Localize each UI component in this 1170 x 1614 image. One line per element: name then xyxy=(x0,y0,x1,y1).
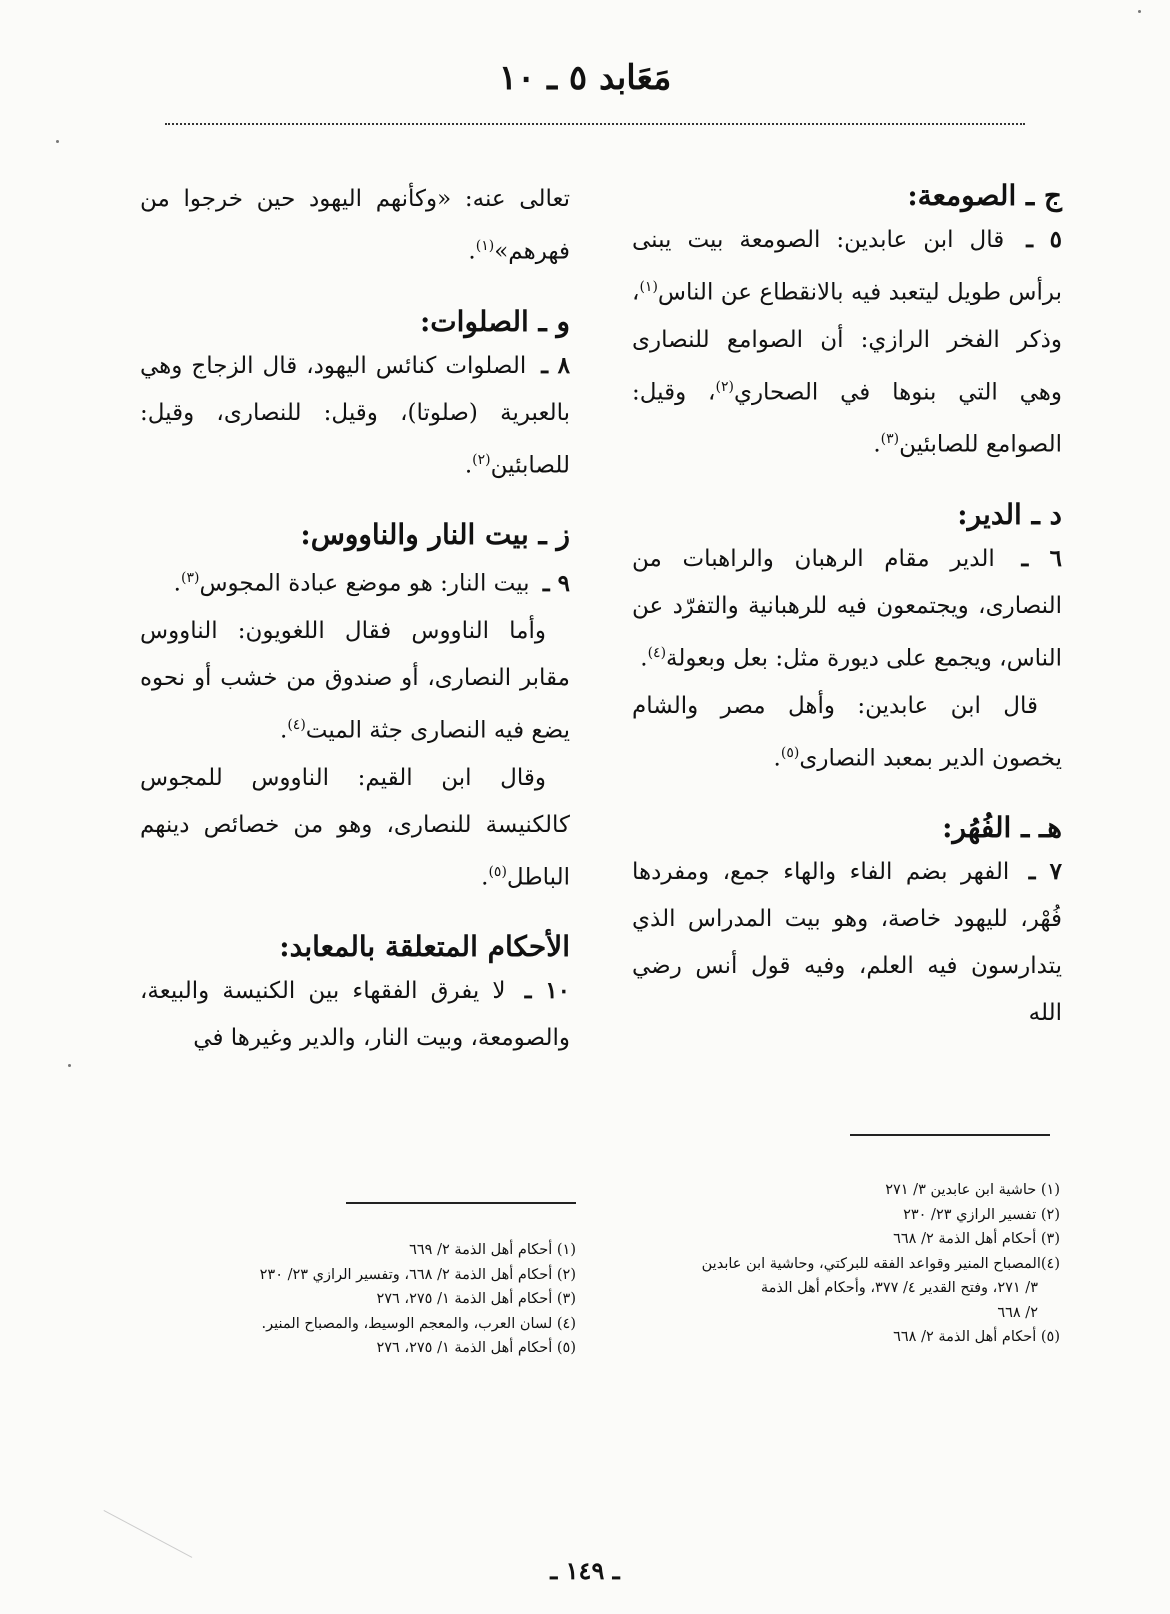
paragraph-text: قال ابن عابدين: الصومعة بيت يبنى برأس طويل ليتعبد فيه بالانقطاع عن الناس xyxy=(632,227,1062,306)
paragraph-8 xyxy=(140,342,570,490)
footnote-ref: (٣) xyxy=(880,431,900,448)
footnote-ref: (٢) xyxy=(715,378,734,395)
paragraph-end: . xyxy=(173,570,181,597)
footnote-continued: ٣/ ٢٧١، وفتح القدير ٤/ ٣٧٧، وأحكام أهل الذمة xyxy=(760,1280,1038,1296)
paragraph-text: لا يفرق الفقهاء بين الكنيسة والبيعة، والصومعة، وبيت النار، والدير وغيرها في xyxy=(140,978,570,1052)
paragraph-end: . xyxy=(464,452,473,479)
paragraph-text: وأما الناووس فقال اللغويون: الناووس مقابر النصارى، أو صندوق من خشب أو نحوه يضع فيه النصارى جثة الميت xyxy=(140,617,570,744)
footnotes-left xyxy=(140,1238,576,1361)
footnote: (٤) لسان العرب، والمعجم الوسيط، والمصباح المنير. xyxy=(261,1315,576,1332)
section-heading: ج ـ الصومعة: xyxy=(907,179,1062,212)
footnote-ref: (١) xyxy=(639,279,658,295)
paragraph-text: بيت النار: هو موضع عبادة المجوس xyxy=(199,570,530,597)
paragraph-7-continued xyxy=(140,176,570,276)
footnote-rule-left xyxy=(346,1202,576,1204)
paragraph-text: الصلوات كنائس اليهود، قال الزجاج وهي بالعبرية (صلوتا)، وقيل: للنصارى، وقيل: للصابئين xyxy=(140,352,570,479)
paragraph-text: الدير مقام الرهبان والراهبات من النصارى، ويجتمعون فيه للرهبانية والتفرّد عن الناس، ويجمع على ديورة مثل: بعل وبعولة xyxy=(632,545,1062,672)
paragraph-number: ١٠ ـ xyxy=(524,977,571,1005)
footnote-rule-right xyxy=(850,1134,1050,1136)
footnote-ref: (٤) xyxy=(647,644,667,661)
footnote: (١) أحكام أهل الذمة ٢/ ٦٦٩ xyxy=(409,1242,576,1258)
paragraph-text: تعالى عنه: «وكأنهم اليهود حين خرجوا من فهرهم» xyxy=(140,186,570,265)
paragraph-text: قال ابن عابدين: وأهل مصر والشام يخصون الدير بمعبد النصارى xyxy=(632,692,1062,772)
scan-speck xyxy=(1138,10,1141,13)
paragraph-9c xyxy=(140,755,570,902)
footnote: (٥) أحكام أهل الذمة ١/ ٢٧٥، ٢٧٦ xyxy=(376,1340,576,1356)
paragraph-9b xyxy=(140,608,570,755)
footnote-ref: (٤) xyxy=(287,716,306,733)
paragraph-9 xyxy=(140,555,570,608)
right-column xyxy=(632,176,1062,1037)
paragraph-end: . xyxy=(873,431,881,458)
footnote: (٤)المصباح المنير وقواعد الفقه للبركتي، وحاشية ابن عابدين xyxy=(701,1255,1060,1272)
footnote: (٢) أحكام أهل الذمة ٢/ ٦٦٨، وتفسير الرازي ٢٣/ ٢٣٠ xyxy=(259,1266,576,1283)
paragraph-6b xyxy=(632,683,1062,783)
paragraph-end: . xyxy=(468,238,476,265)
footnote-ref: (٣) xyxy=(180,570,200,587)
paragraph-text: ، وذكر الفخر الرازي: أن الصوامع للنصارى وهي التي بنوها في الصحاري xyxy=(632,279,1062,406)
paragraph-10 xyxy=(140,967,570,1062)
paragraph-number: ٩ ـ xyxy=(542,569,570,597)
header-dotted-rule xyxy=(165,123,1025,125)
page-number: ـ ١٤٩ ـ xyxy=(550,1556,620,1585)
footnote-ref: (٥) xyxy=(780,744,800,761)
left-column xyxy=(140,176,570,1062)
section-heading: د ـ الدير: xyxy=(957,497,1062,531)
running-header: مَعَابد ٥ ـ ١٠ xyxy=(498,58,672,98)
footnote: (٣) أحكام أهل الذمة ١/ ٢٧٥، ٢٧٦ xyxy=(376,1291,576,1307)
section-heading: و ـ الصلوات: xyxy=(419,304,570,338)
footnote-ref: (٥) xyxy=(488,863,507,880)
paragraph-text: الفهر بضم الفاء والهاء جمع، ومفردها فُهْر، لليهود خاصة، وهو بيت المدراس الذي يتدارسون فيه العلم، وفيه قول أنس رضي الله xyxy=(632,859,1062,1027)
paragraph-number: ٥ ـ xyxy=(1026,226,1062,253)
paragraph-end: . xyxy=(640,645,648,672)
footnote: (٥) أحكام أهل الذمة ٢/ ٦٦٨ xyxy=(893,1329,1060,1345)
footnote-continued: ٢/ ٦٦٨ xyxy=(997,1304,1038,1321)
paragraph-text: ، وقيل: الصوامع للصابئين xyxy=(632,379,1062,458)
paragraph-number: ٧ ـ xyxy=(1028,858,1063,886)
paragraph-end: . xyxy=(773,745,781,772)
section-heading: ز ـ بيت النار والناووس: xyxy=(300,518,570,552)
section-heading: هـ ـ الفُهُر: xyxy=(942,811,1062,845)
paragraph-7 xyxy=(632,848,1062,1037)
paragraph-5 xyxy=(632,216,1062,469)
scan-scratch xyxy=(104,1510,193,1558)
paragraph-number: ٨ ـ xyxy=(541,351,571,379)
footnote: (٢) تفسير الرازي ٢٣/ ٢٣٠ xyxy=(903,1206,1060,1223)
paragraph-text: وقال ابن القيم: الناووس للمجوس كالكنيسة للنصارى، وهو من خصائص دينهم الباطل xyxy=(140,764,570,891)
paragraph-end: . xyxy=(481,864,489,891)
footnote: (٣) أحكام أهل الذمة ٢/ ٦٦٨ xyxy=(893,1231,1060,1247)
footnote-ref: (١) xyxy=(475,238,495,254)
footnote: (١) حاشية ابن عابدين ٣/ ٢٧١ xyxy=(885,1182,1060,1198)
scan-speck xyxy=(56,140,59,143)
footnotes-right xyxy=(630,1178,1060,1350)
paragraph-end: . xyxy=(280,717,288,744)
paragraph-6 xyxy=(632,535,1062,683)
scan-speck xyxy=(68,1064,71,1067)
section-heading: الأحكام المتعلقة بالمعابد: xyxy=(279,930,570,964)
paragraph-number: ٦ ـ xyxy=(1021,544,1063,572)
footnote-ref: (٢) xyxy=(472,451,491,468)
